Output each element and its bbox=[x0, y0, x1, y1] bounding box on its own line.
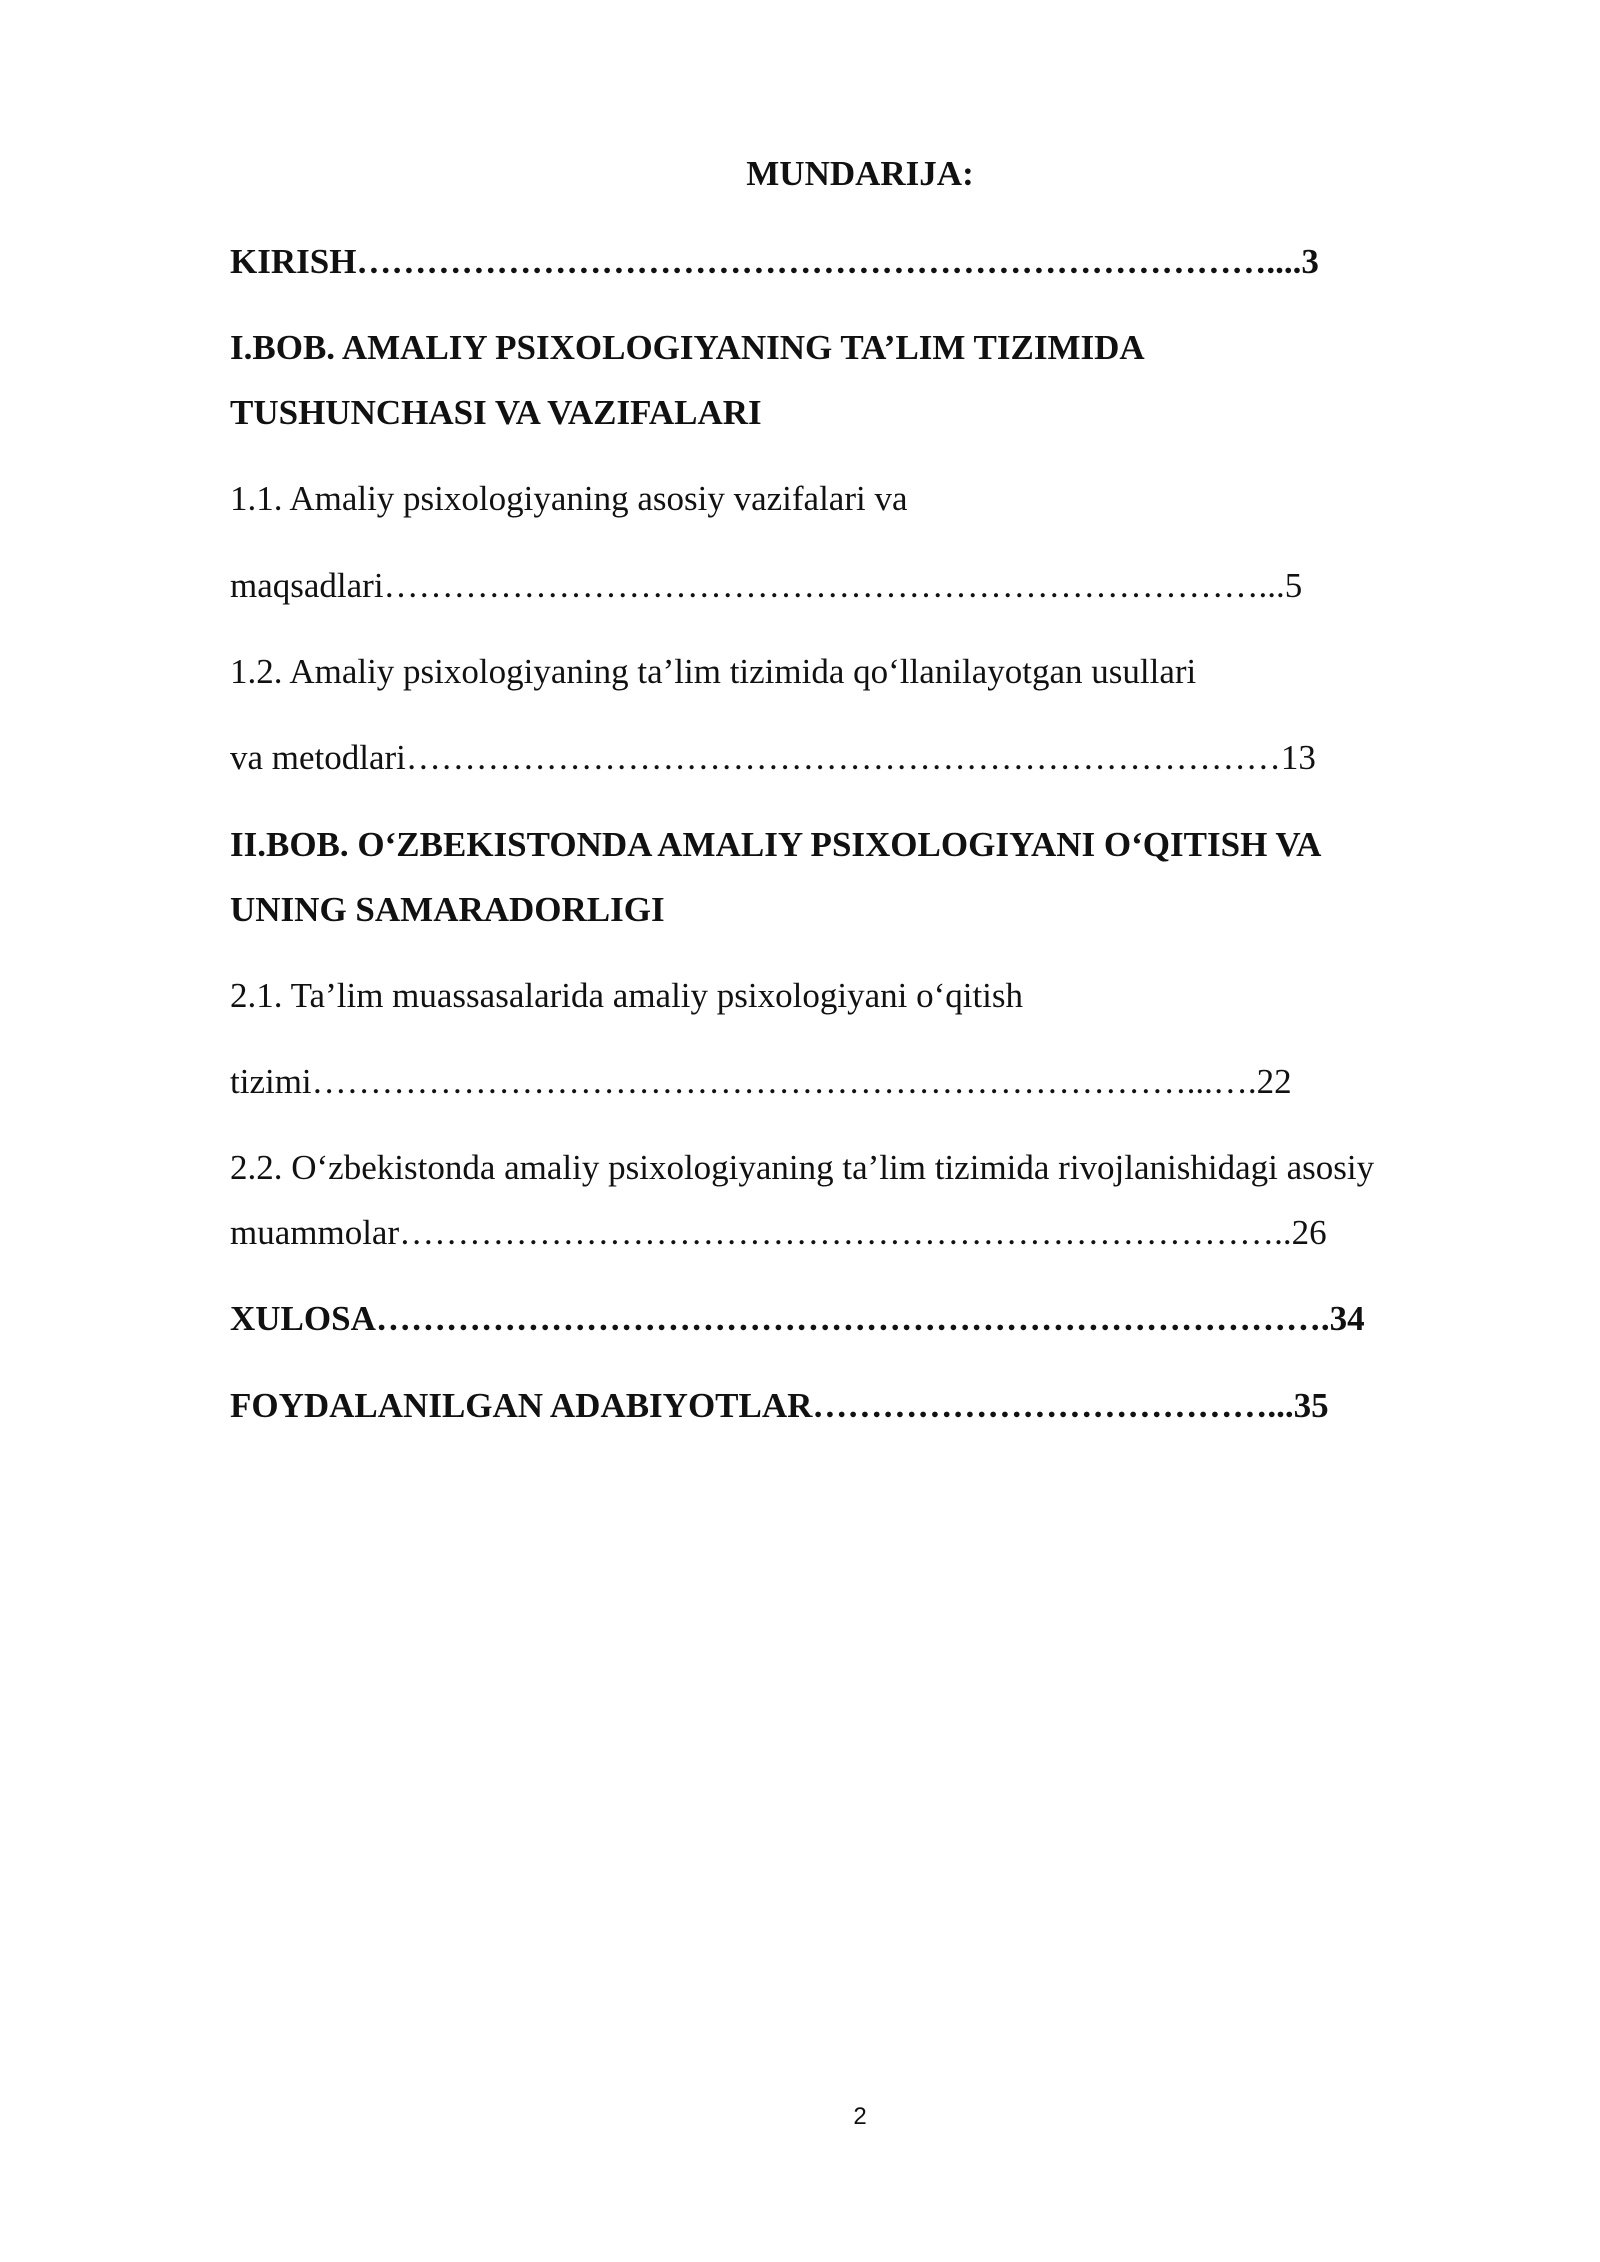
toc-section-1-2-line-1: 1.2. Amaliy psixologiyaning ta’lim tizimida qo‘llanilayotgan usullari bbox=[230, 652, 1197, 691]
toc-chapter-1-line-2: TUSHUNCHASI VA VAZIFALARI bbox=[230, 393, 762, 432]
toc-section-2-1-line-1: 2.1. Ta’lim muassasalarida amaliy psixologiyani o‘qitish bbox=[230, 976, 1024, 1015]
toc-section-1-2-line-2: va metodlari…………………………………………………………………13 bbox=[230, 738, 1316, 777]
toc-entry-kirish: KIRISH……………………………………………………………………....3 bbox=[230, 242, 1319, 281]
toc-entry-xulosa: XULOSA……………………………………………………………………….34 bbox=[230, 1299, 1365, 1338]
toc-section-2-1-line-2: tizimi…………………………………………………………………...….22 bbox=[230, 1062, 1292, 1101]
page-number: 2 bbox=[853, 2103, 867, 2130]
toc-section-2-2-line-1: 2.2. O‘zbekistonda amaliy psixologiyaning ta’lim tizimida rivojlanishidagi asosiy bbox=[230, 1148, 1375, 1187]
toc-section-2-2-line-2: muammolar…………………………………………………………………..26 bbox=[230, 1213, 1327, 1252]
toc-chapter-2-line-1: II.BOB. O‘ZBEKISTONDA AMALIY PSIXOLOGIYANI O‘QITISH VA bbox=[230, 825, 1322, 864]
toc-section-1-1-line-1: 1.1. Amaliy psixologiyaning asosiy vazifalari va bbox=[230, 479, 908, 518]
toc-section-1-1-line-2: maqsadlari…………………………………………………………………...5 bbox=[230, 566, 1303, 605]
toc-title: MUNDARIJA: bbox=[746, 154, 974, 193]
toc-chapter-1-line-1: I.BOB. AMALIY PSIXOLOGIYANING TA’LIM TIZIMIDA bbox=[230, 328, 1145, 367]
toc-chapter-2-line-2: UNING SAMARADORLIGI bbox=[230, 890, 665, 929]
toc-entry-adabiyotlar: FOYDALANILGAN ADABIYOTLAR…………………………………...35 bbox=[230, 1386, 1329, 1425]
